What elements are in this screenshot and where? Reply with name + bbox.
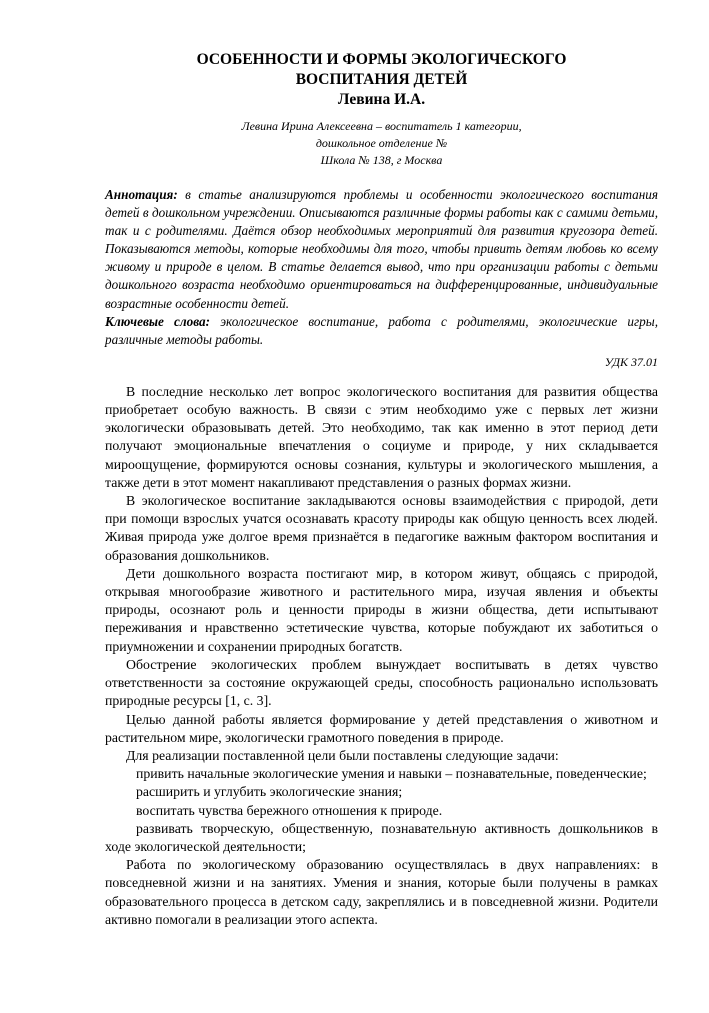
affiliation-line: Левина Ирина Алексеевна – воспитатель 1 категории, — [241, 119, 522, 133]
task-item: расширить и углубить экологические знания; — [136, 784, 403, 800]
body-paragraph: Обострение экологических проблем вынуждает воспитывать в детях чувство ответственности за состояние окружающей среды, способность рационально использовать природные ресурсы [1, с. 3]. — [105, 656, 658, 709]
keywords-text: экологическое воспитание, работа с родителями, экологические игры, различные методы работы. — [105, 313, 658, 347]
body-paragraph: В последние несколько лет вопрос экологического воспитания для развития общества приобретает особую важность. В связи с этим необходимо уже с первых лет жизни экологически образовывать детей. Это необходимо, так как именно в этот период дети получают эмоциональные впечатления о социуме и природе, у них складывается мироощущение, формируются основы сознания, культуры и экологического мышления, а также дети в этот момент накапливают представления о разных формах жизни. — [105, 383, 658, 490]
article-body — [105, 383, 658, 929]
body-paragraph: Работа по экологическому образованию осуществлялась в двух направлениях: в повседневной жизни и на занятиях. Умения и знания, которые были получены в рамках образовательного процесса в детском саду, закреплялись и в повседневной жизни. Родители активно помогали в реализации этого аспекта. — [105, 857, 658, 927]
abstract-text: в статье анализируются проблемы и особенности экологического воспитания детей в дошкольном учреждении. Описываются различные формы работы как с самими детьми, так и с родителями. Даётся обзор необходимых мероприятий для развития кругозора детей. Показываются методы, которые необходимы для того, чтобы привить детям любовь ко всему живому и природе в целом. В статье делается вывод, что при организации работы с детьми дошкольного возраста необходимо ориентироваться на дифференцированные, индивидуальные возрастные особенности детей. — [105, 187, 658, 311]
keywords-label: Ключевые слова: — [105, 313, 211, 329]
task-item: воспитать чувства бережного отношения к природе. — [136, 802, 443, 818]
title-line: ВОСПИТАНИЯ ДЕТЕЙ — [295, 71, 468, 88]
abstract — [105, 186, 658, 313]
author-name: Левина И.А. — [337, 91, 426, 108]
body-paragraph: Целью данной работы является формирование у детей представления о животном и растительном мире, экологически грамотного поведения в природе. — [105, 711, 658, 745]
paper-title — [105, 50, 658, 90]
task-item: привить начальные экологические умения и навыки – познавательные, поведенческие; — [136, 766, 647, 782]
abstract-label: Аннотация: — [105, 187, 178, 202]
keywords — [105, 313, 658, 349]
title-line: ОСОБЕННОСТИ И ФОРМЫ ЭКОЛОГИЧЕСКОГО — [196, 51, 567, 68]
body-paragraph: Дети дошкольного возраста постигают мир, в котором живут, общаясь с природой, открывая многообразие животного и растительного мира, изучая явления и объекты природы, осознают роль и ценности природы в жизни общества, дети испытывают переживания и нравственно эстетические чувства, которые побуждают их заботиться о приумножении и сохранении природных богатств. — [105, 565, 658, 654]
paper-page — [105, 50, 658, 929]
affiliation — [105, 118, 658, 169]
body-paragraph: В экологическое воспитание закладываются основы взаимодействия с природой, дети при помощи взрослых учатся осознавать красоту природы как общую ценность всех людей. Живая природа уже долгое время признаётся в педагогике важным фактором воспитания и образования дошкольников. — [105, 493, 658, 563]
body-paragraph: Для реализации поставленной цели были поставлены следующие задачи: — [126, 747, 559, 763]
affiliation-line: дошкольное отделение № — [315, 136, 448, 150]
affiliation-line: Школа № 138, г Москва — [320, 153, 443, 167]
udk-code: УДК 37.01 — [604, 354, 658, 369]
task-item: развивать творческую, общественную, познавательную активность дошкольников в ходе экологической деятельности; — [105, 820, 658, 854]
